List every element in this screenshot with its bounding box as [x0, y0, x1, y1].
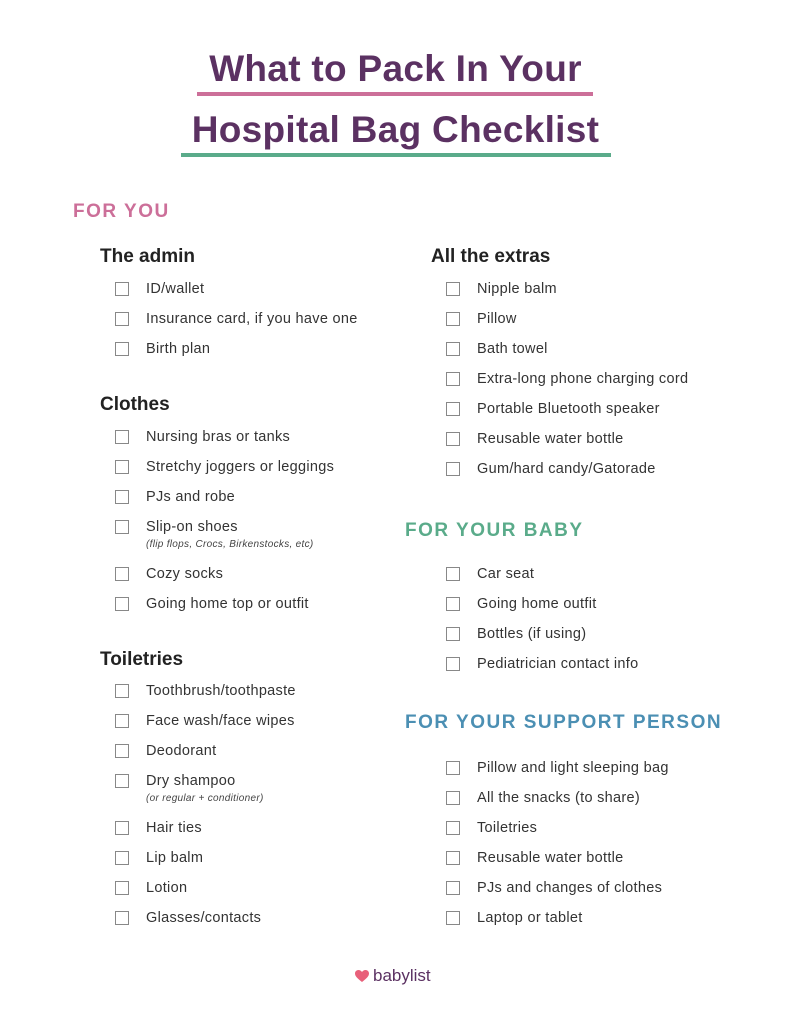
checkbox[interactable] — [115, 282, 129, 296]
admin-checklist — [115, 281, 405, 371]
checklist-item-label: Car seat — [477, 566, 535, 582]
checklist-item — [446, 566, 736, 596]
checkbox[interactable] — [115, 744, 129, 758]
checkbox[interactable] — [446, 567, 460, 581]
checklist-item — [446, 341, 736, 371]
checklist-item-label: PJs and robe — [146, 489, 236, 505]
checkbox[interactable] — [446, 657, 460, 671]
checklist-item-label: ID/wallet — [146, 281, 205, 297]
checklist-item — [115, 311, 405, 341]
checklist-item-label: Portable Bluetooth speaker — [477, 401, 660, 417]
checklist-item — [446, 626, 736, 656]
checklist-item — [115, 566, 405, 596]
checklist-item — [115, 743, 405, 773]
checklist-item-note: (flip flops, Crocs, Birkenstocks, etc) — [146, 539, 314, 550]
checklist-item — [115, 880, 405, 910]
checklist-item — [115, 459, 405, 489]
checklist-item-label: Reusable water bottle — [477, 850, 624, 866]
checklist-item — [115, 596, 405, 626]
title-line-1: What to Pack In Your — [209, 48, 582, 89]
checklist-item — [115, 713, 405, 743]
checklist-item — [115, 683, 405, 713]
checklist-item-label: Going home outfit — [477, 596, 597, 612]
checklist-item — [115, 341, 405, 371]
checklist-item-label: Bath towel — [477, 341, 548, 357]
checklist-item — [115, 910, 405, 940]
checklist-item — [446, 431, 736, 461]
checklist-item — [446, 371, 736, 401]
checklist-item-label: Face wash/face wipes — [146, 713, 295, 729]
checklist-item-label: Lip balm — [146, 850, 204, 866]
checklist-item-label: Cozy socks — [146, 566, 224, 582]
checklist-item — [115, 519, 405, 566]
checklist-item-label: Stretchy joggers or leggings — [146, 459, 335, 475]
checklist-item — [446, 596, 736, 626]
checklist-item — [446, 281, 736, 311]
section-for-you: FOR YOU — [73, 201, 170, 222]
checklist-item — [115, 489, 405, 519]
checkbox[interactable] — [446, 627, 460, 641]
checkbox[interactable] — [446, 911, 460, 925]
checkbox[interactable] — [446, 312, 460, 326]
checkbox[interactable] — [446, 372, 460, 386]
checklist-item-label: Going home top or outfit — [146, 596, 309, 612]
checklist-item — [446, 880, 736, 910]
checklist-item-label: Nipple balm — [477, 281, 557, 297]
checkbox[interactable] — [115, 821, 129, 835]
checklist-item-label: Gum/hard candy/Gatorade — [477, 461, 656, 477]
checklist-item-label: Birth plan — [146, 341, 211, 357]
checklist-item — [446, 910, 736, 940]
checklist-item-label: Nursing bras or tanks — [146, 429, 291, 445]
checkbox[interactable] — [115, 881, 129, 895]
checkbox[interactable] — [115, 342, 129, 356]
checklist-item-label: Pediatrician contact info — [477, 656, 639, 672]
checklist-item-label: Hair ties — [146, 820, 202, 836]
checklist-item — [446, 656, 736, 686]
group-heading-toiletries: Toiletries — [100, 649, 184, 670]
checklist-item — [446, 311, 736, 341]
checklist-item — [115, 850, 405, 880]
checkbox[interactable] — [115, 520, 129, 534]
baby-checklist — [446, 566, 736, 686]
checklist-item-label: Laptop or tablet — [477, 910, 583, 926]
checklist-item-label: Bottles (if using) — [477, 626, 587, 642]
babylist-logo — [355, 966, 431, 986]
checklist-item — [446, 850, 736, 880]
checkbox[interactable] — [115, 774, 129, 788]
checklist-item — [115, 281, 405, 311]
checkbox[interactable] — [446, 282, 460, 296]
checkbox[interactable] — [446, 342, 460, 356]
checklist-item-label: Pillow — [477, 311, 517, 327]
title-underline-green — [181, 153, 611, 157]
checkbox[interactable] — [446, 881, 460, 895]
heart-icon — [355, 970, 369, 983]
checkbox[interactable] — [446, 851, 460, 865]
checklist-item — [446, 760, 736, 790]
checkbox[interactable] — [115, 567, 129, 581]
checkbox[interactable] — [115, 911, 129, 925]
checklist-item-label: PJs and changes of clothes — [477, 880, 663, 896]
toiletries-checklist — [115, 683, 405, 940]
support-checklist — [446, 760, 736, 940]
checklist-item — [115, 820, 405, 850]
title-underline-pink — [197, 92, 593, 96]
checkbox[interactable] — [446, 761, 460, 775]
checklist-item-label: All the snacks (to share) — [477, 790, 641, 806]
checkbox[interactable] — [446, 821, 460, 835]
checklist-item-label: Slip-on shoes — [146, 519, 238, 535]
checkbox[interactable] — [115, 684, 129, 698]
checklist-item-label: Lotion — [146, 880, 188, 896]
checklist-item-label: Toiletries — [477, 820, 538, 836]
checkbox[interactable] — [446, 791, 460, 805]
group-heading-clothes: Clothes — [100, 394, 170, 415]
checklist-item — [115, 773, 405, 820]
checkbox[interactable] — [115, 851, 129, 865]
checkbox[interactable] — [446, 432, 460, 446]
checkbox[interactable] — [115, 430, 129, 444]
checklist-item — [446, 461, 736, 491]
checklist-item-label: Extra-long phone charging cord — [477, 371, 689, 387]
checklist-item — [446, 790, 736, 820]
checkbox[interactable] — [446, 462, 460, 476]
checklist-item-label: Glasses/contacts — [146, 910, 262, 926]
checkbox[interactable] — [115, 714, 129, 728]
extras-checklist — [446, 281, 736, 491]
title-line-2: Hospital Bag Checklist — [191, 109, 600, 150]
clothes-checklist — [115, 429, 405, 626]
group-heading-admin: The admin — [100, 246, 196, 267]
checklist-item-label: Reusable water bottle — [477, 431, 624, 447]
section-for-support: FOR YOUR SUPPORT PERSON — [405, 712, 723, 733]
checklist-item-label: Deodorant — [146, 743, 217, 759]
checklist-item-label: Toothbrush/toothpaste — [146, 683, 296, 699]
checklist-item — [446, 820, 736, 850]
checkbox[interactable] — [446, 402, 460, 416]
checkbox[interactable] — [115, 312, 129, 326]
checkbox[interactable] — [115, 490, 129, 504]
checkbox[interactable] — [115, 460, 129, 474]
checklist-item — [115, 429, 405, 459]
logo-text: babylist — [373, 966, 431, 985]
checklist-item-label: Pillow and light sleeping bag — [477, 760, 669, 776]
checkbox[interactable] — [115, 597, 129, 611]
checklist-item-note: (or regular + conditioner) — [146, 793, 264, 804]
checklist-item-label: Insurance card, if you have one — [146, 311, 358, 327]
checklist-item — [446, 401, 736, 431]
checkbox[interactable] — [446, 597, 460, 611]
group-heading-extras: All the extras — [431, 246, 551, 267]
section-for-baby: FOR YOUR BABY — [405, 520, 584, 541]
checklist-item-label: Dry shampoo — [146, 773, 236, 789]
